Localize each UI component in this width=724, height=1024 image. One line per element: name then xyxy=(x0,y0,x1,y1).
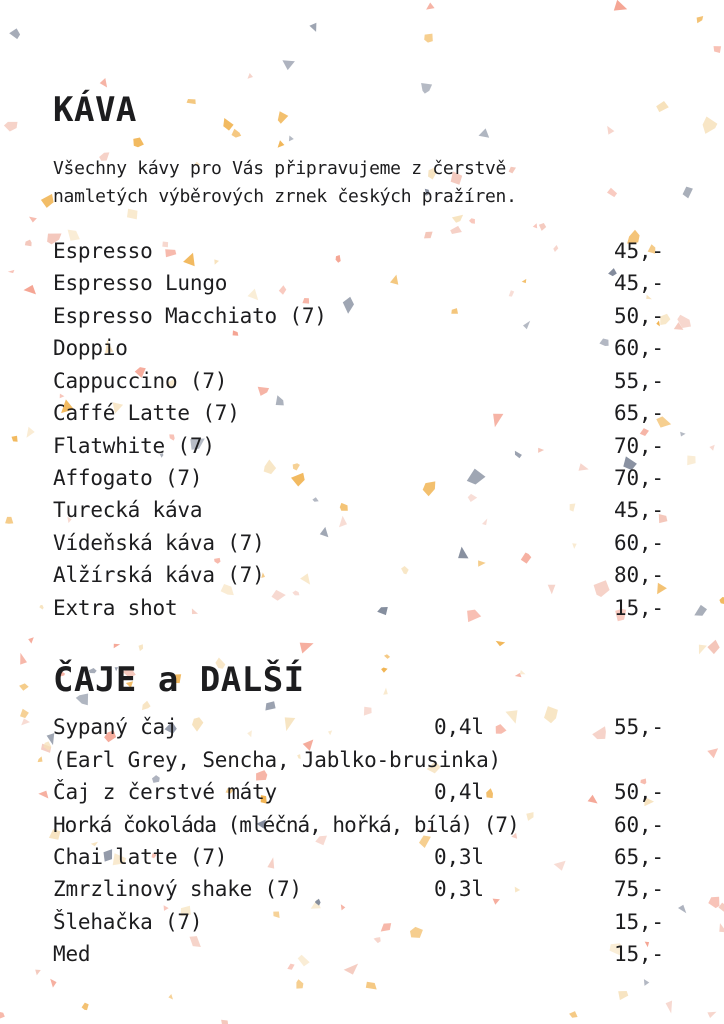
item-volume: 0,4l xyxy=(434,780,484,804)
item-volume: 0,3l xyxy=(434,845,484,869)
menu-item xyxy=(0,938,724,970)
item-name: Med xyxy=(53,942,91,966)
item-name: Doppio xyxy=(53,336,128,360)
item-price: 45,- xyxy=(614,498,664,522)
item-price: 75,- xyxy=(614,877,664,901)
item-name: Sypaný čaj xyxy=(53,715,178,739)
item-price: 80,- xyxy=(614,563,664,587)
item-name: Turecká káva xyxy=(53,498,203,522)
item-name: Šlehačka (7) xyxy=(53,910,203,934)
menu-item xyxy=(0,235,724,267)
tea-section-title: ČAJE a DALŠÍ xyxy=(53,660,305,700)
item-price: 15,- xyxy=(614,910,664,934)
menu-item xyxy=(0,397,724,429)
menu-item xyxy=(0,809,724,841)
item-price: 70,- xyxy=(614,434,664,458)
menu-item xyxy=(0,494,724,526)
item-price: 50,- xyxy=(614,304,664,328)
item-name: Espresso xyxy=(53,239,153,263)
item-price: 65,- xyxy=(614,401,664,425)
menu-item-note xyxy=(0,744,724,776)
item-name: Chai latte (7) xyxy=(53,845,228,869)
item-name: Cappuccino (7) xyxy=(53,369,228,393)
item-volume: 0,3l xyxy=(434,877,484,901)
item-price: 55,- xyxy=(614,369,664,393)
menu-item xyxy=(0,711,724,743)
item-name: Čaj z čerstvé máty xyxy=(53,780,277,804)
menu-item xyxy=(0,430,724,462)
item-name: (Earl Grey, Sencha, Jablko-brusinka) xyxy=(53,748,501,772)
item-price: 70,- xyxy=(614,466,664,490)
item-price: 45,- xyxy=(614,239,664,263)
item-price: 15,- xyxy=(614,596,664,620)
item-name: Alžírská káva (7) xyxy=(53,563,265,587)
coffee-section-title: KÁVA xyxy=(53,90,137,130)
item-name: Extra shot xyxy=(53,596,178,620)
item-price: 60,- xyxy=(614,336,664,360)
menu-item xyxy=(0,592,724,624)
item-price: 45,- xyxy=(614,271,664,295)
item-name: Affogato (7) xyxy=(53,466,203,490)
item-price: 55,- xyxy=(614,715,664,739)
item-name: Espresso Macchiato (7) xyxy=(53,304,327,328)
menu-item xyxy=(0,776,724,808)
item-price: 60,- xyxy=(614,531,664,555)
menu-item xyxy=(0,559,724,591)
item-name: Flatwhite (7) xyxy=(53,434,215,458)
menu-item xyxy=(0,365,724,397)
item-name: Vídeňská káva (7) xyxy=(53,531,265,555)
item-name: Caffé Latte (7) xyxy=(53,401,240,425)
item-name: Horká čokoláda (mléčná, hořká, bílá) (7) xyxy=(53,813,519,837)
item-price: 50,- xyxy=(614,780,664,804)
menu-item xyxy=(0,300,724,332)
menu-item xyxy=(0,906,724,938)
menu-item xyxy=(0,873,724,905)
item-name: Zmrzlinový shake (7) xyxy=(53,877,302,901)
coffee-intro-text: Všechny kávy pro Vás připravujeme z čerstvě namletých výběrových zrnek českých pražíren. xyxy=(53,158,517,207)
menu-item xyxy=(0,527,724,559)
item-price: 65,- xyxy=(614,845,664,869)
item-price: 15,- xyxy=(614,942,664,966)
item-volume: 0,4l xyxy=(434,715,484,739)
menu-item xyxy=(0,332,724,364)
item-name: Espresso Lungo xyxy=(53,271,228,295)
menu-item xyxy=(0,267,724,299)
menu-item xyxy=(0,462,724,494)
item-price: 60,- xyxy=(614,813,664,837)
menu-item xyxy=(0,841,724,873)
